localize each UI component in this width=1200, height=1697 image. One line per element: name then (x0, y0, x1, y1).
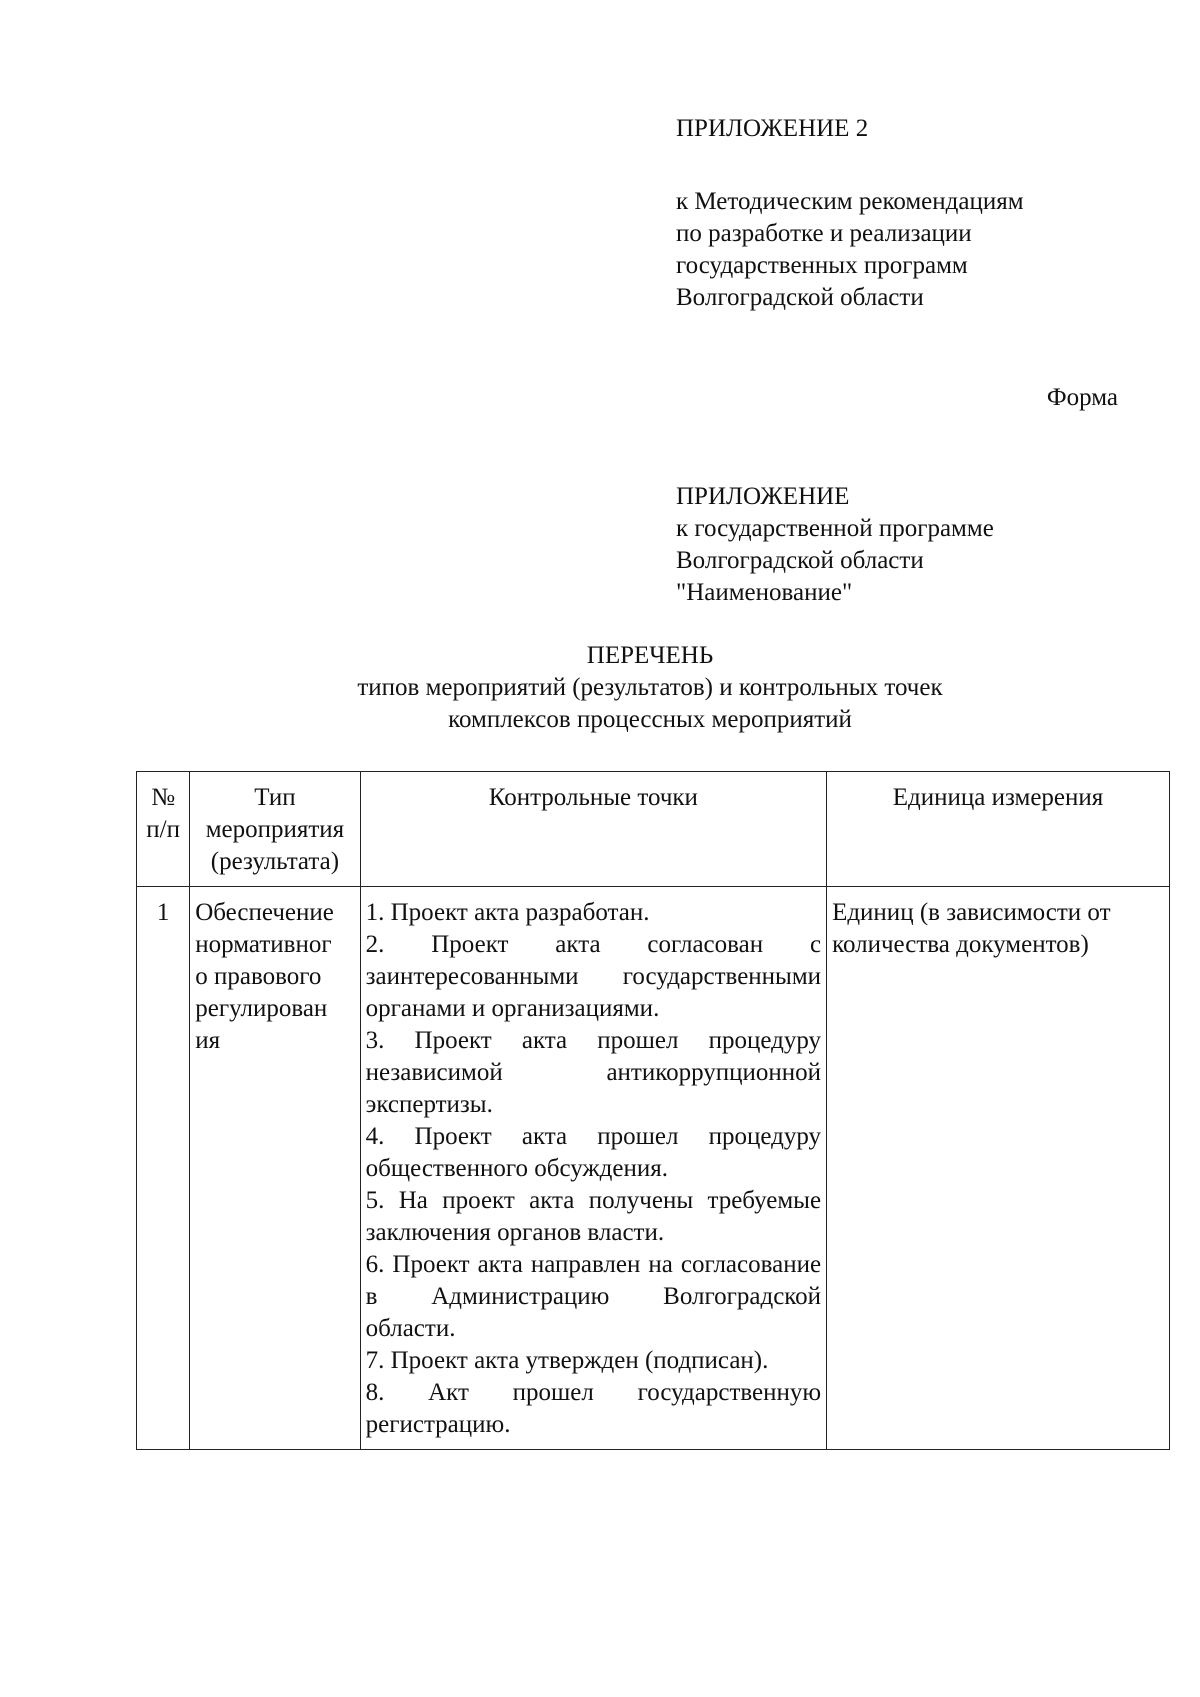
heading-title: ПЕРЕЧЕНЬ (586, 642, 714, 669)
control-point: 4. Проект акта прошел процедуру общественного обсуждения. (365, 1123, 822, 1182)
appendix-line: "Наименование" (676, 579, 853, 606)
document-heading (140, 640, 1160, 736)
heading-line: комплексов процессных мероприятий (448, 706, 852, 733)
type-line: регулирован (195, 995, 328, 1022)
control-point: 3. Проект акта прошел процедуру независимой антикоррупционной экспертизы. (365, 1027, 822, 1118)
header-type (190, 772, 360, 887)
control-point: 1. Проект акта разработан. (365, 899, 650, 926)
table-header-row (137, 772, 1170, 887)
type-line: ия (195, 1027, 221, 1054)
heading-line: типов мероприятий (результатов) и контрольных точек (357, 674, 943, 701)
annex-ref-line: Волгоградской области (676, 284, 924, 311)
appendix-line: к государственной программе (676, 515, 994, 542)
row-num: 1 (137, 887, 190, 1450)
header-num (137, 772, 190, 887)
control-point: 7. Проект акта утвержден (подписан). (365, 1347, 769, 1374)
form-label: Форма (1046, 384, 1118, 411)
table-row (137, 887, 1170, 1450)
header-num-line: п/п (146, 816, 180, 843)
appendix-title: ПРИЛОЖЕНИЕ (676, 483, 850, 510)
annex-ref-line: по разработке и реализации (676, 220, 972, 247)
unit-line: количества документов) (832, 931, 1089, 958)
header-type-line: мероприятия (205, 816, 345, 843)
row-type (190, 887, 360, 1450)
annex-title: ПРИЛОЖЕНИЕ 2 (676, 115, 869, 142)
row-unit (827, 887, 1170, 1450)
appendix-block (676, 481, 994, 609)
header-num-line: № (151, 784, 176, 811)
type-line: о правового (195, 963, 322, 990)
control-point: 6. Проект акта направлен на согласование в Администрацию Волгоградской области. (365, 1251, 822, 1342)
annex-ref-line: к Методическим рекомендациям (676, 188, 1024, 215)
header-control-points: Контрольные точки (360, 772, 826, 887)
header-unit: Единица измерения (827, 772, 1170, 887)
type-line: Обеспечение (195, 899, 334, 926)
annex-ref-line: государственных программ (676, 252, 968, 279)
measures-table (136, 771, 1170, 1450)
annex-reference (676, 186, 1024, 314)
appendix-line: Волгоградской области (676, 547, 924, 574)
control-point: 2. Проект акта согласован с заинтересованными государственными органами и организациями. (365, 931, 822, 1022)
row-control-points (360, 887, 826, 1450)
unit-line: Единиц (в зависимости от (832, 899, 1111, 926)
type-line: нормативног (195, 931, 332, 958)
header-type-line: Тип (254, 784, 296, 811)
control-point: 8. Акт прошел государственную регистрацию. (365, 1379, 822, 1438)
header-type-line: (результата) (210, 848, 340, 875)
control-point: 5. На проект акта получены требуемые заключения органов власти. (365, 1187, 822, 1246)
